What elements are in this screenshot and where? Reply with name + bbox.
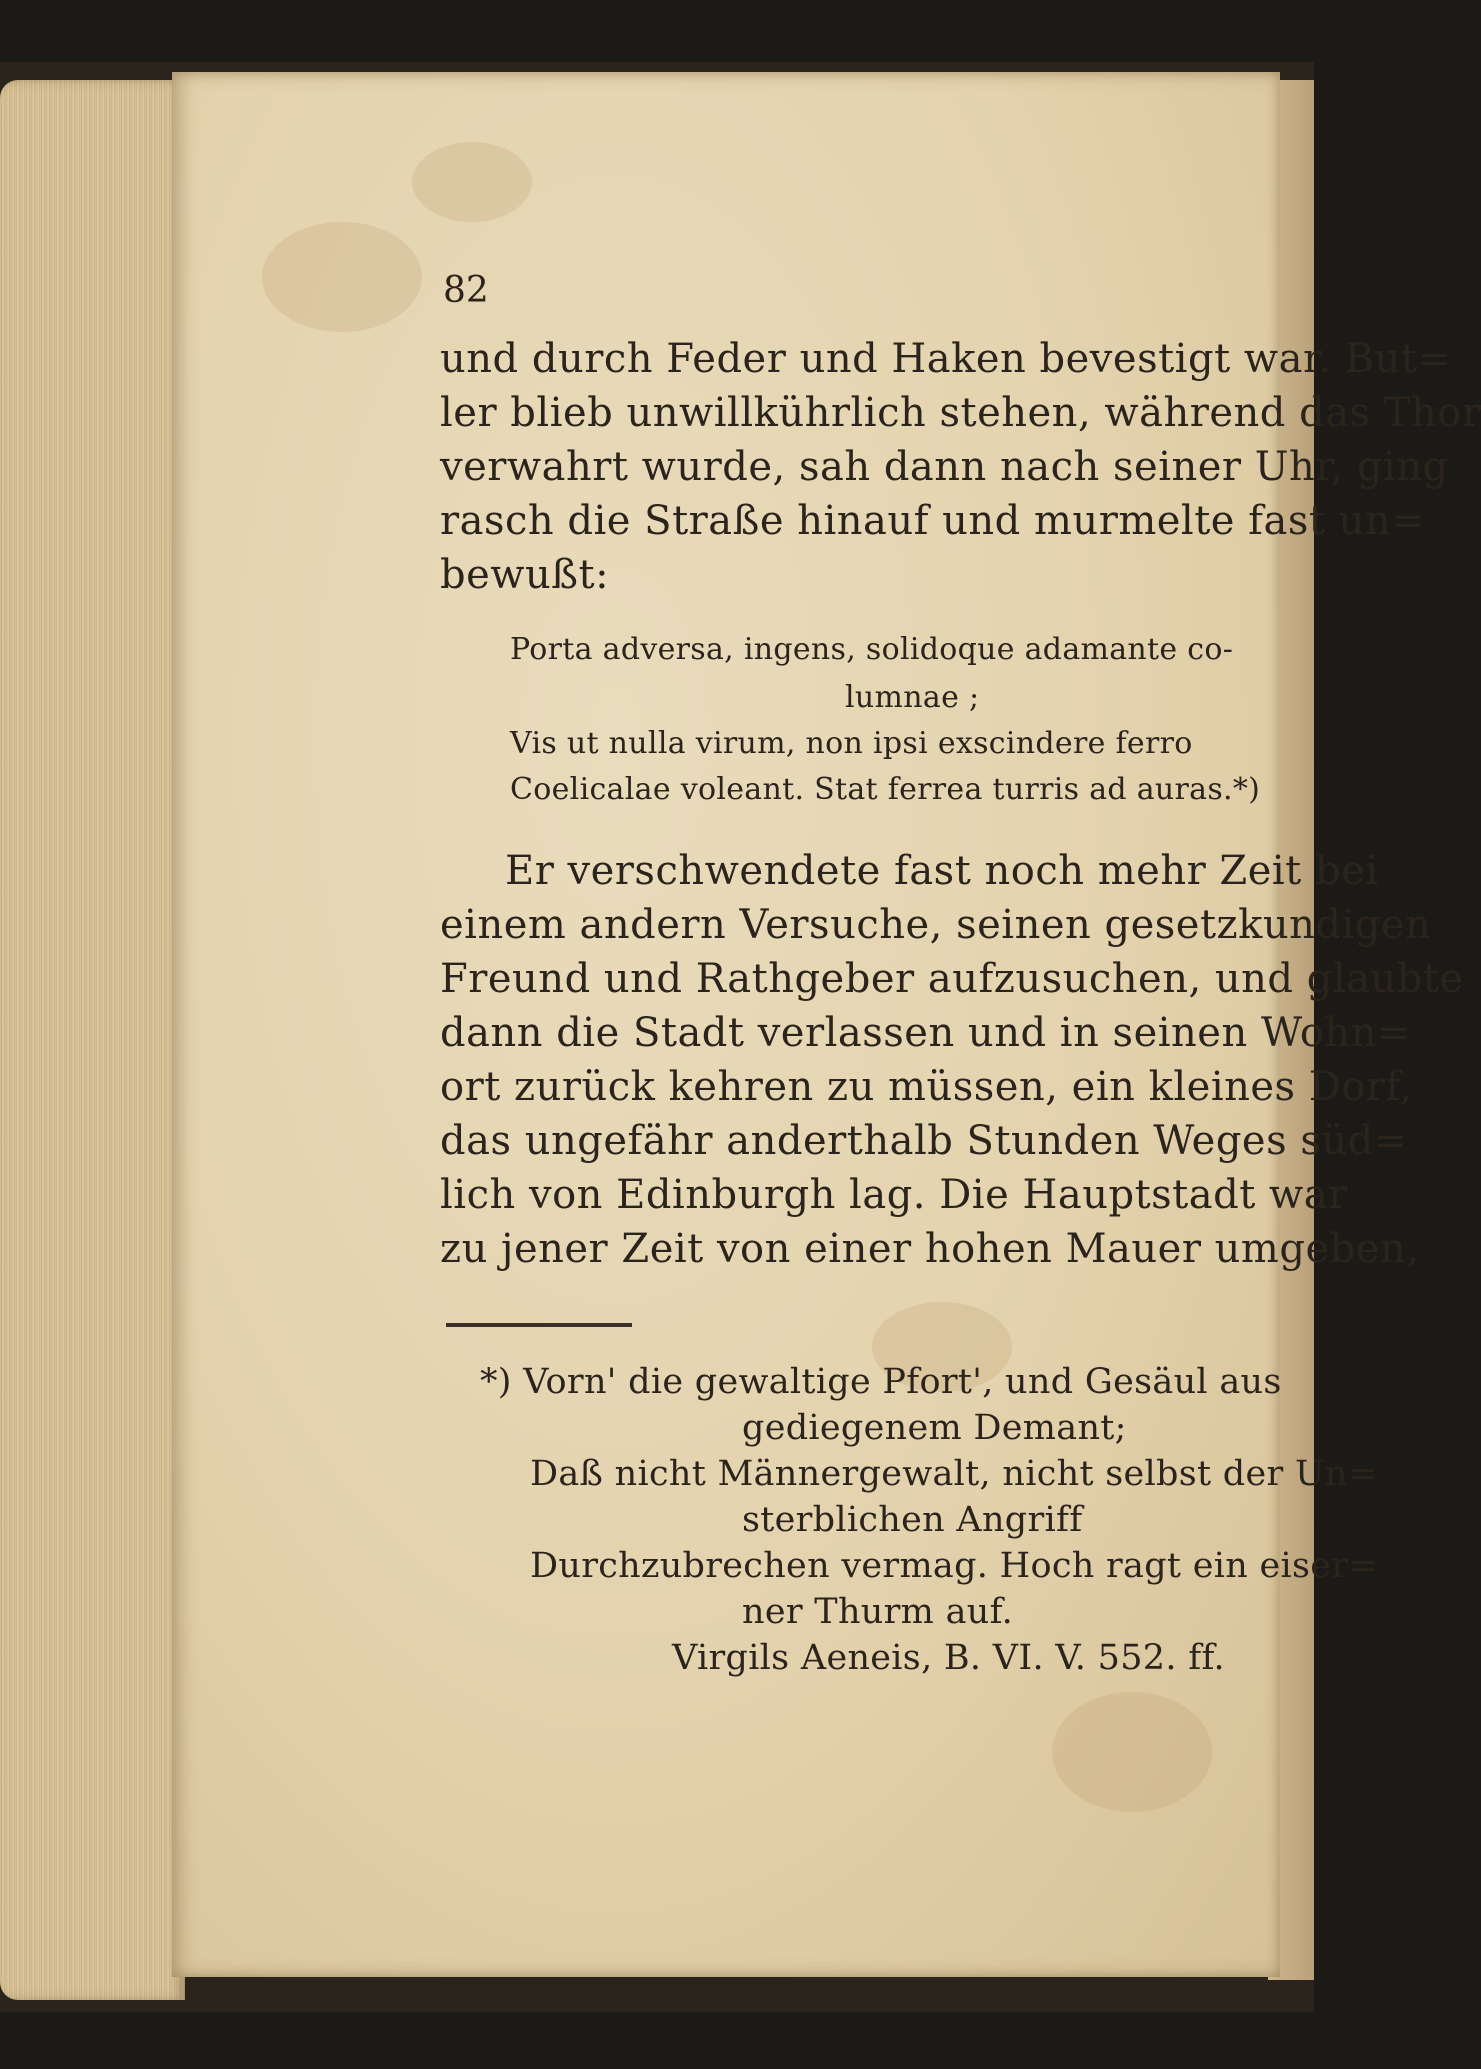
latin-quote-line: lumnae ; — [845, 680, 980, 715]
body-line: das ungefähr anderthalb Stunden Weges süd= — [440, 1118, 1408, 1164]
footnote-line: gediegenem Demant; — [742, 1408, 1127, 1448]
paper-stain — [412, 142, 532, 222]
latin-quote-line: Porta adversa, ingens, solidoque adamante co- — [510, 632, 1234, 667]
page-number: 82 — [443, 270, 489, 311]
body-line: verwahrt wurde, sah dann nach seiner Uhr, ging — [440, 444, 1449, 490]
body-line: ler blieb unwillkührlich stehen, während das Thor — [440, 390, 1481, 436]
page-edges — [0, 80, 185, 2000]
body-line: rasch die Straße hinauf und murmelte fast un= — [440, 498, 1426, 544]
footnote-line: ner Thurm auf. — [742, 1592, 1014, 1632]
body-line: Freund und Rathgeber aufzusuchen, und glaubte — [440, 956, 1464, 1002]
body-line: bewußt: — [440, 552, 610, 598]
paper-stain — [262, 222, 422, 332]
body-line: und durch Feder und Haken bevestigt war. But= — [440, 336, 1452, 382]
latin-quote-line: Coelicalae voleant. Stat ferrea turris ad auras.*) — [510, 772, 1261, 807]
body-line: ort zurück kehren zu müssen, ein kleines Dorf, — [440, 1064, 1413, 1110]
footnote-separator — [446, 1323, 632, 1327]
footnote-line: Daß nicht Männergewalt, nicht selbst der Un= — [530, 1454, 1378, 1494]
body-line: einem andern Versuche, seinen gesetzkundigen — [440, 902, 1432, 948]
body-line: zu jener Zeit von einer hohen Mauer umgeben, — [440, 1226, 1420, 1272]
paper-stain — [1052, 1692, 1212, 1812]
body-line: Er verschwendete fast noch mehr Zeit bei — [505, 848, 1379, 894]
footnote-line: sterblichen Angriff — [742, 1500, 1083, 1540]
body-line: lich von Edinburgh lag. Die Hauptstadt war — [440, 1172, 1348, 1218]
latin-quote-line: Vis ut nulla virum, non ipsi exscindere ferro — [510, 726, 1193, 761]
footnote-line: Durchzubrechen vermag. Hoch ragt ein eiser= — [530, 1546, 1378, 1586]
footnote-citation: Virgils Aeneis, B. VI. V. 552. ff. — [672, 1638, 1225, 1678]
body-line: dann die Stadt verlassen und in seinen Wohn= — [440, 1010, 1411, 1056]
footnote-line: *) Vorn' die gewaltige Pfort', und Gesäul aus — [480, 1362, 1282, 1402]
